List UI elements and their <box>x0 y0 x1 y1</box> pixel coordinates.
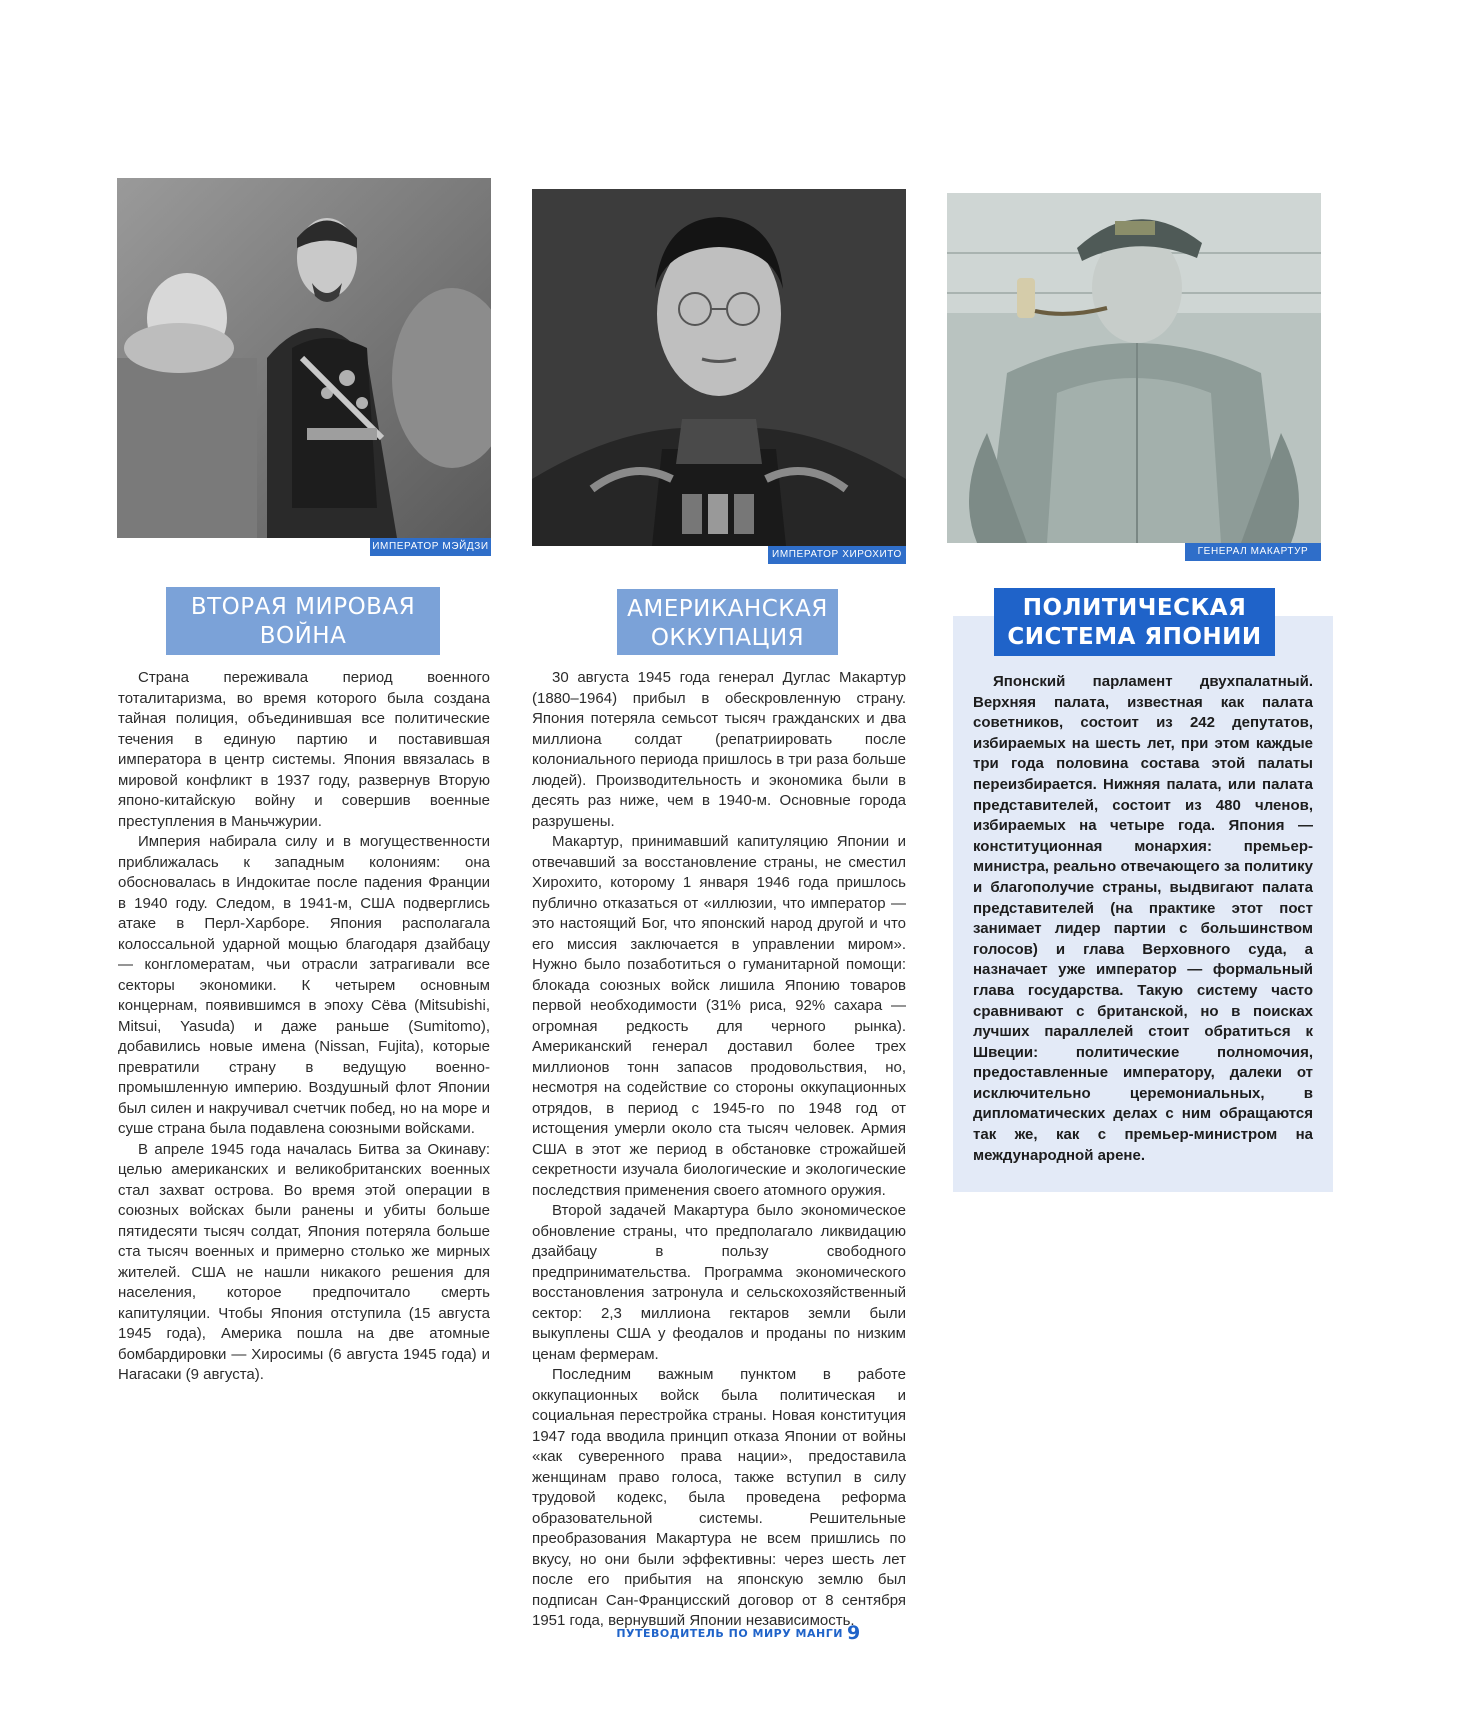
page-number: 9 <box>846 1622 861 1644</box>
heading-occupation-line2: ОККУПАЦИЯ <box>650 625 805 651</box>
column-political-text <box>973 672 1313 1166</box>
ww2-paragraph-2: Империя набирала силу и в могущественности приближалась к западным колониям: она обосновалась в Индокитае после падения Франции в 1940 году. Следом, в 1941-м, США подверглись атаке в Перл-Харборе. Япония располагала колоссальной ударной мощью благодаря дзайбацу — конгломератам, чьи отрасли затрагивали все секторы экономики. К четырем основным концернам, появившимся в эпоху Сёва (Mitsubishi, Mitsui, Yasuda) и даже раньше (Sumitomo), добавились новые имена (Nissan, Fujita), которые превратили страну в ведущую военно-промышленную империю. Воздушный флот Японии был силен и накручивал счетчик побед, но на море и суше страна была подавлена союзными войсками. <box>118 833 490 1137</box>
political-paragraph-1: Японский парламент двухпалатный. Верхняя палата, известная как палата советников, состоит из 242 депутатов, избираемых на шесть лет, при этом каждые три года половина состава этой палаты переизбирается. Нижняя палата, или палата представителей, состоит из 480 членов, избираемых на четыре года. Япония — конституционная монархия: премьер-министра, реально отвечающего за политику и благополучие страны, выдвигают палата представителей (на практике этот пост занимает лидер партии с большинством голосов) и глава Верховного суда, а назначает уже император — формальный глава государства. Такую систему часто сравнивают с британской, но в поисках лучших параллелей стоит обратиться к Швеции: политические полномочия, предоставленные императору, далеки от исключительно церемониальных, в дипломатических делах с ним обращаются так же, как с премьер-министром на международной арене. <box>973 673 1313 1164</box>
heading-political-line2: СИСТЕМА ЯПОНИИ <box>1007 624 1262 650</box>
heading-ww2-line2: ВОЙНА <box>259 623 347 649</box>
occupation-paragraph-1: 30 августа 1945 года генерал Дуглас Макартур (1880–1964) прибыл в обескровленную страну. Япония потеряла семьсот тысяч гражданских и два миллиона солдат (репатриировать после колониального периода пришлось в три раза больше людей). Производительность и экономика были в десять раз ниже, чем в 1940-м. Основные города разрушены. <box>532 669 906 830</box>
occupation-paragraph-4: Последним важным пунктом в работе оккупационных войск была политическая и социальная перестройка страны. Новая конституция 1947 года вводила принцип отказа Японии от войны «как суверенного права нации», предоставила женщинам право голоса, также вступил в силу трудовой кодекс, была проведена реформа образовательной системы. Решительные преобразования Макартура не всем пришлись по вкусу, но они были эффективны: через шесть лет после его прибытия на японскую землю был подписан Сан-Францисский договор от 8 сентября 1951 года, вернувший Японии независимость. <box>532 1366 906 1629</box>
ww2-paragraph-1: Страна переживала период военного тоталитаризма, во время которого была создана тайная полиция, объединившая все политические течения в единую партию и поставившая императора в центр системы. Япония ввязалась в мировой конфликт в 1937 году, развернув Вторую японо-китайскую войну и совершив военные преступления в Маньчжурии. <box>118 669 490 830</box>
heading-ww2 <box>166 587 440 655</box>
heading-occupation-line1: АМЕРИКАНСКАЯ <box>627 596 828 622</box>
caption-hirohito: ИМПЕРАТОР ХИРОХИТО <box>768 546 906 564</box>
caption-macarthur: ГЕНЕРАЛ МАКАРТУР <box>1185 543 1321 561</box>
page-footer <box>0 1622 1477 1644</box>
caption-meiji: ИМПЕРАТОР МЭЙДЗИ <box>370 538 491 556</box>
heading-occupation <box>617 589 838 655</box>
photo-emperor-meiji <box>117 178 491 538</box>
heading-ww2-line1: ВТОРАЯ МИРОВАЯ <box>190 594 416 620</box>
ww2-paragraph-3: В апреле 1945 года началась Битва за Окинаву: целью американских и великобританских военных стал захват острова. Во время этой операции в союзных войсках были ранены и убиты больше пятидесяти тысяч солдат, Япония потеряла больше ста тысяч военных и примерно столько же мирных жителей. США не нашли никакого решения для населения, которое предпочитало смерть капитуляции. Чтобы Япония отступила (15 августа 1945 года), Америка пошла на две атомные бомбардировки — Хиросимы (6 августа 1945 года) и Нагасаки (9 августа). <box>118 1140 490 1383</box>
photo-emperor-hirohito <box>532 189 906 546</box>
occupation-paragraph-2: Макартур, принимавший капитуляцию Японии и отвечавший за восстановление страны, не сместил Хирохито, которому 1 января 1946 года пришлось публично отказаться от «иллюзии, что император — это настоящий Бог, что японский народ другой и что его миссия заключается в управлении миром». Нужно было позаботиться о гуманитарной помощи: блокада союзных войск лишила Японию товаров первой необходимости (31% риса, 92% сахара — огромная редкость для черного рынка). Американский генерал доставил более трех миллионов тонн запасов продовольствия, но, несмотря на содействие со стороны оккупационных отрядов, в период с 1945-го по 1948 год от истощения умерли около ста тысяч человек. Армия США в этот же период в обстановке строжайшей секретности изучала биологические и экологические последствия применения своего атомного оружия. <box>532 833 906 1199</box>
column-ww2-text <box>118 668 490 1386</box>
photo-general-macarthur <box>947 193 1321 543</box>
heading-political-line1: ПОЛИТИЧЕСКАЯ <box>1022 595 1247 621</box>
heading-political-system <box>994 588 1275 656</box>
footer-title: ПУТЕВОДИТЕЛЬ ПО МИРУ МАНГИ <box>616 1627 843 1640</box>
column-occupation-text <box>532 668 906 1632</box>
occupation-paragraph-3: Второй задачей Макартура было экономическое обновление страны, что предполагало ликвидацию дзайбацу в пользу свободного предпринимательства. Программа экономического восстановления затронула и сельскохозяйственный сектор: 2,3 миллиона гектаров земли были выкуплены США у феодалов и проданы по низким ценам фермерам. <box>532 1202 906 1363</box>
